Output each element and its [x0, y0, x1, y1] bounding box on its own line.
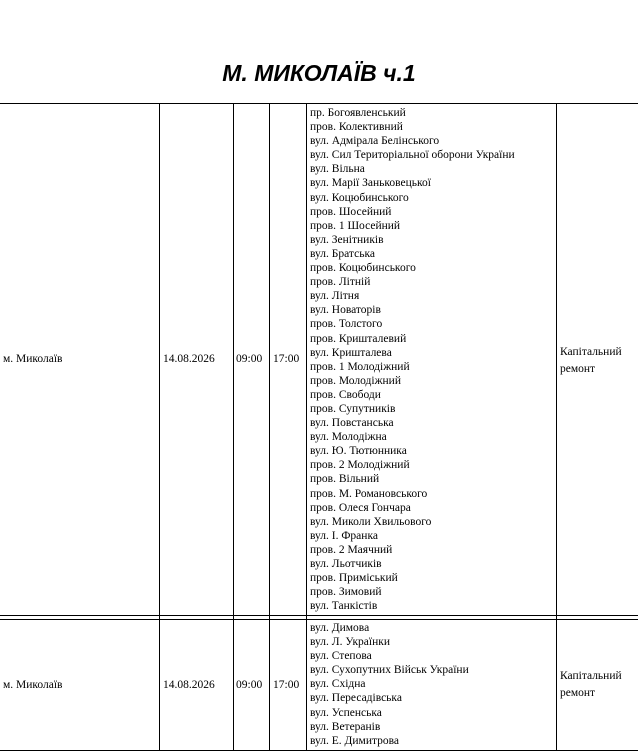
work-type-line: ремонт [560, 363, 596, 375]
street-item: пров. Кришталевий [310, 332, 407, 345]
street-item: вул. Е. Димитрова [310, 734, 400, 747]
street-item: пров. Шосейний [310, 205, 392, 218]
street-item: пров. М. Романовського [310, 487, 428, 500]
time-from-text: 09:00 [236, 353, 263, 365]
settlement-text: м. Миколаїв [3, 353, 63, 365]
street-item: пров. Зимовий [310, 586, 382, 599]
settlement-cell [3, 103, 157, 615]
date-text: 14.08.2026 [163, 678, 215, 691]
street-item: вул. Димова [310, 622, 370, 634]
date-text: 14.08.2026 [163, 353, 215, 365]
column-divider [159, 103, 160, 751]
street-item: пров. Колективний [310, 121, 403, 134]
street-item: вул. Льотчиків [310, 558, 382, 570]
street-item: пров. Толстого [310, 318, 383, 331]
street-item: вул. Ю. Тютюнника [310, 445, 407, 458]
work-type-line: Капітальний [560, 346, 622, 358]
street-item: вул. Марії Заньковецької [310, 177, 431, 190]
street-item: вул. Сухопутних Військ України [310, 664, 469, 677]
street-item: вул. Зенітників [310, 233, 384, 246]
column-divider [269, 103, 270, 751]
page-title: М. МИКОЛАЇВ ч.1 [222, 60, 416, 86]
street-item: вул. Адмірала Белінського [310, 135, 440, 148]
street-item: вул. Сил Територіальної оборони України [310, 149, 515, 162]
table-bottom-border [0, 750, 638, 751]
street-item: вул. Миколи Хвильового [310, 515, 432, 528]
row-divider [0, 615, 638, 616]
work-type-cell [560, 668, 636, 702]
work-type-cell [560, 344, 636, 378]
time-to-text: 17:00 [273, 678, 300, 691]
time-to-cell [273, 103, 305, 615]
street-item: пров. Коцюбинського [310, 262, 416, 275]
streets-list [310, 106, 554, 613]
column-divider [233, 103, 234, 751]
street-item: вул. Ветеранів [310, 720, 381, 733]
street-item: вул. Братська [310, 247, 375, 260]
date-cell [163, 619, 231, 750]
street-item: вул. Літня [310, 290, 360, 303]
street-item: вул. І. Франка [310, 529, 378, 542]
street-item: вул. Кришталева [310, 346, 392, 359]
time-from-text: 09:00 [236, 678, 263, 691]
streets-list [310, 621, 554, 748]
time-from-cell [236, 619, 268, 750]
street-item: пров. 2 Молодіжний [310, 459, 410, 472]
work-type-line: ремонт [560, 687, 596, 699]
street-item: вул. Степова [310, 650, 372, 663]
street-item: вул. Новаторів [310, 304, 381, 317]
settlement-text: м. Миколаїв [3, 678, 63, 691]
street-item: пров. Олеся Гончара [310, 501, 411, 514]
street-item: пров. 1 Шосейний [310, 219, 401, 232]
street-item: вул. Коцюбинського [310, 191, 409, 204]
street-item: вул. Л. Українки [310, 636, 390, 649]
work-type-line: Капітальний [560, 670, 622, 682]
street-item: пров. 1 Молодіжний [310, 360, 410, 373]
column-divider [556, 103, 557, 751]
street-item: пров. Молодіжний [310, 374, 401, 387]
settlement-cell [3, 619, 157, 750]
street-item: пров. Літній [310, 276, 371, 289]
street-item: пров. Приміський [310, 572, 398, 585]
street-item: вул. Східна [310, 678, 366, 691]
time-from-cell [236, 103, 268, 615]
street-item: пр. Богоявленський [310, 107, 406, 119]
street-item: вул. Молодіжна [310, 431, 387, 444]
street-item: вул. Пересадівська [310, 692, 402, 705]
date-cell [163, 103, 231, 615]
street-item: вул. Успенська [310, 706, 382, 719]
street-item: пров. Супутників [310, 402, 396, 415]
street-item: вул. Повстанська [310, 417, 394, 430]
street-item: пров. Свободи [310, 388, 381, 401]
street-item: вул. Вільна [310, 163, 365, 176]
street-item: вул. Танкістів [310, 600, 378, 613]
column-divider [306, 103, 307, 751]
time-to-text: 17:00 [273, 353, 300, 365]
street-item: пров. Вільний [310, 473, 380, 486]
time-to-cell [273, 619, 305, 750]
street-item: пров. 2 Маячний [310, 543, 393, 556]
